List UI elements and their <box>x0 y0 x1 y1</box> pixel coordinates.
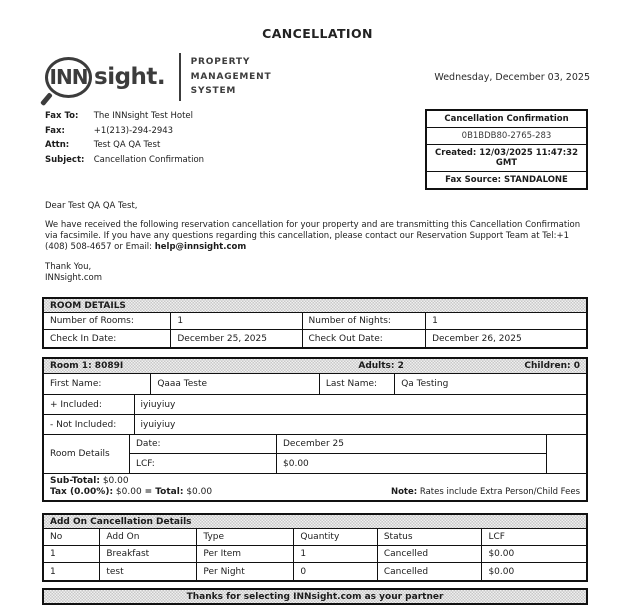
support-email: help@innsight.com <box>154 242 247 252</box>
lcf-label: LCF: <box>130 454 277 473</box>
footer-banner: Thanks for selecting INNsight.com as your partner <box>42 588 588 605</box>
attn-line <box>45 138 204 153</box>
number-of-rooms-label: Number of Rooms: <box>44 313 171 329</box>
tagline-line3: SYSTEM <box>190 86 237 97</box>
letter-greeting: Dear Test QA QA Test, <box>45 201 138 211</box>
number-of-nights-value: 1 <box>432 316 438 326</box>
addon1-quantity: 1 <box>294 546 377 562</box>
addon1-type: Per Item <box>197 546 294 562</box>
addon1-no: 1 <box>44 546 100 562</box>
table-row <box>44 374 586 395</box>
innsight-logo <box>45 53 271 101</box>
document-date: Wednesday, December 03, 2025 <box>434 71 590 83</box>
number-of-rooms-value: 1 <box>171 313 302 329</box>
letter-closing <box>45 262 588 283</box>
check-in-date-label: Check In Date: <box>44 330 171 347</box>
subtotal-value: $0.00 <box>102 476 129 486</box>
note-label: Note: <box>390 487 418 497</box>
check-out-date-label: Check Out Date: <box>303 330 427 347</box>
room1-totals-row <box>44 474 586 500</box>
number-of-nights-label: Number of Nights: <box>303 313 427 329</box>
room-details-header: ROOM DETAILS <box>44 299 586 313</box>
tax-total-line <box>50 487 212 498</box>
room1-table <box>42 357 588 502</box>
not-included-label: - Not Included: <box>44 415 135 434</box>
fax-to-value: The INNsight Test Hotel <box>93 111 194 121</box>
addon2-name: test <box>100 563 197 580</box>
date-value: December 25 <box>277 435 547 454</box>
subtotal-label: Sub-Total: <box>50 476 100 486</box>
signature-text: INNsight.com <box>45 272 102 283</box>
addon1-name: Breakfast <box>100 546 197 562</box>
table-row <box>44 415 586 435</box>
room1-children: Children: 0 <box>524 361 580 371</box>
included-value: iyiuyiuy <box>140 399 176 410</box>
subject-label: Subject: <box>45 154 85 165</box>
table-row <box>44 313 586 330</box>
room-details-table <box>42 297 588 349</box>
document-header <box>45 53 590 101</box>
col-header-addon: Add On <box>100 529 197 545</box>
addon-cancellation-table <box>42 513 588 582</box>
logo-sight-text: sight. <box>94 64 166 90</box>
page-title: CANCELLATION <box>262 26 373 41</box>
confirmation-created: Created: 12/03/2025 11:47:32 GMT <box>427 145 586 172</box>
attn-value: Test QA QA Test <box>93 140 161 150</box>
total-label: = Total: <box>144 486 184 497</box>
last-name-value: Qa Testing <box>401 379 449 389</box>
confirmation-code: 0B1BDB80-2765-283 <box>427 128 586 145</box>
subject-line <box>45 153 204 168</box>
fax-number-value: +1(213)-294-2943 <box>93 125 174 136</box>
first-name-value: Qaaa Teste <box>151 374 320 394</box>
date-label: Date: <box>130 435 277 454</box>
total-value: $0.00 <box>186 486 213 497</box>
included-label: + Included: <box>44 395 135 414</box>
col-header-lcf: LCF <box>488 532 505 542</box>
first-name-label: First Name: <box>44 374 151 394</box>
fax-number-line <box>45 124 204 139</box>
room1-title: Room 1: 8089I <box>50 361 124 371</box>
thank-you-text: Thank You, <box>45 262 92 272</box>
room1-adults: Adults: 2 <box>358 361 404 371</box>
col-header-status: Status <box>378 529 483 545</box>
logo-divider <box>179 53 181 101</box>
addon1-status: Cancelled <box>378 546 483 562</box>
note-text: Rates include Extra Person/Child Fees <box>419 487 580 497</box>
rates-note <box>391 487 580 497</box>
totals-lines <box>50 476 212 497</box>
attn-label: Attn: <box>45 140 70 150</box>
room-details-subtable <box>44 435 586 474</box>
col-header-no: No <box>44 529 100 545</box>
letter-body <box>42 201 588 283</box>
addon-column-headers <box>44 529 586 546</box>
room1-header <box>44 359 586 374</box>
room-details-span-label: Room Details <box>44 435 130 473</box>
confirmation-box <box>425 109 588 190</box>
lcf-value: $0.00 <box>277 454 547 473</box>
fax-info-section <box>42 109 588 190</box>
tagline-line2: MANAGEMENT <box>190 71 272 82</box>
table-row <box>44 395 586 415</box>
not-included-value: iyuiyiuy <box>140 419 176 430</box>
tax-label: Tax (0.00%): <box>50 486 114 497</box>
logo-tagline <box>191 55 272 98</box>
addon2-status: Cancelled <box>378 563 483 580</box>
letter-paragraph <box>45 220 588 253</box>
addon2-lcf: $0.00 <box>488 566 515 577</box>
table-row <box>44 563 586 580</box>
magnifier-logo-icon <box>45 57 92 98</box>
tagline-line1: PROPERTY <box>190 57 251 68</box>
addon2-quantity: 0 <box>294 563 377 580</box>
empty-cell <box>547 435 586 473</box>
fax-to-line <box>45 109 204 124</box>
confirmation-fax-source: Fax Source: STANDALONE <box>445 175 568 185</box>
table-row <box>44 546 586 563</box>
fax-number-label: Fax: <box>45 125 65 136</box>
fax-recipient-block <box>42 109 204 167</box>
fax-to-label: Fax To: <box>45 111 79 121</box>
col-header-quantity: Quantity <box>294 529 377 545</box>
check-out-date-value: December 26, 2025 <box>432 333 522 344</box>
confirmation-box-title: Cancellation Confirmation <box>427 111 586 128</box>
letter-paragraph-text: We have received the following reservation cancellation for your property and are transmitting this Cancellation Confirmation via facsimile. If you have any questions regarding this cancellation, please contact our Reservation Support Team at Tel:+1 (408) 508-4657 or Email: <box>45 220 581 252</box>
subtotal-line <box>50 476 212 487</box>
table-row <box>44 330 586 347</box>
addon1-lcf: $0.00 <box>488 549 515 559</box>
logo-inn-text: INN <box>49 65 88 89</box>
tax-value: $0.00 <box>115 486 142 497</box>
last-name-label: Last Name: <box>320 374 395 394</box>
addon2-no: 1 <box>44 563 100 580</box>
addon2-type: Per Night <box>197 563 294 580</box>
check-in-date-value: December 25, 2025 <box>171 330 302 347</box>
col-header-type: Type <box>197 529 294 545</box>
addon-table-header: Add On Cancellation Details <box>44 515 586 529</box>
subject-value: Cancellation Confirmation <box>93 154 205 165</box>
